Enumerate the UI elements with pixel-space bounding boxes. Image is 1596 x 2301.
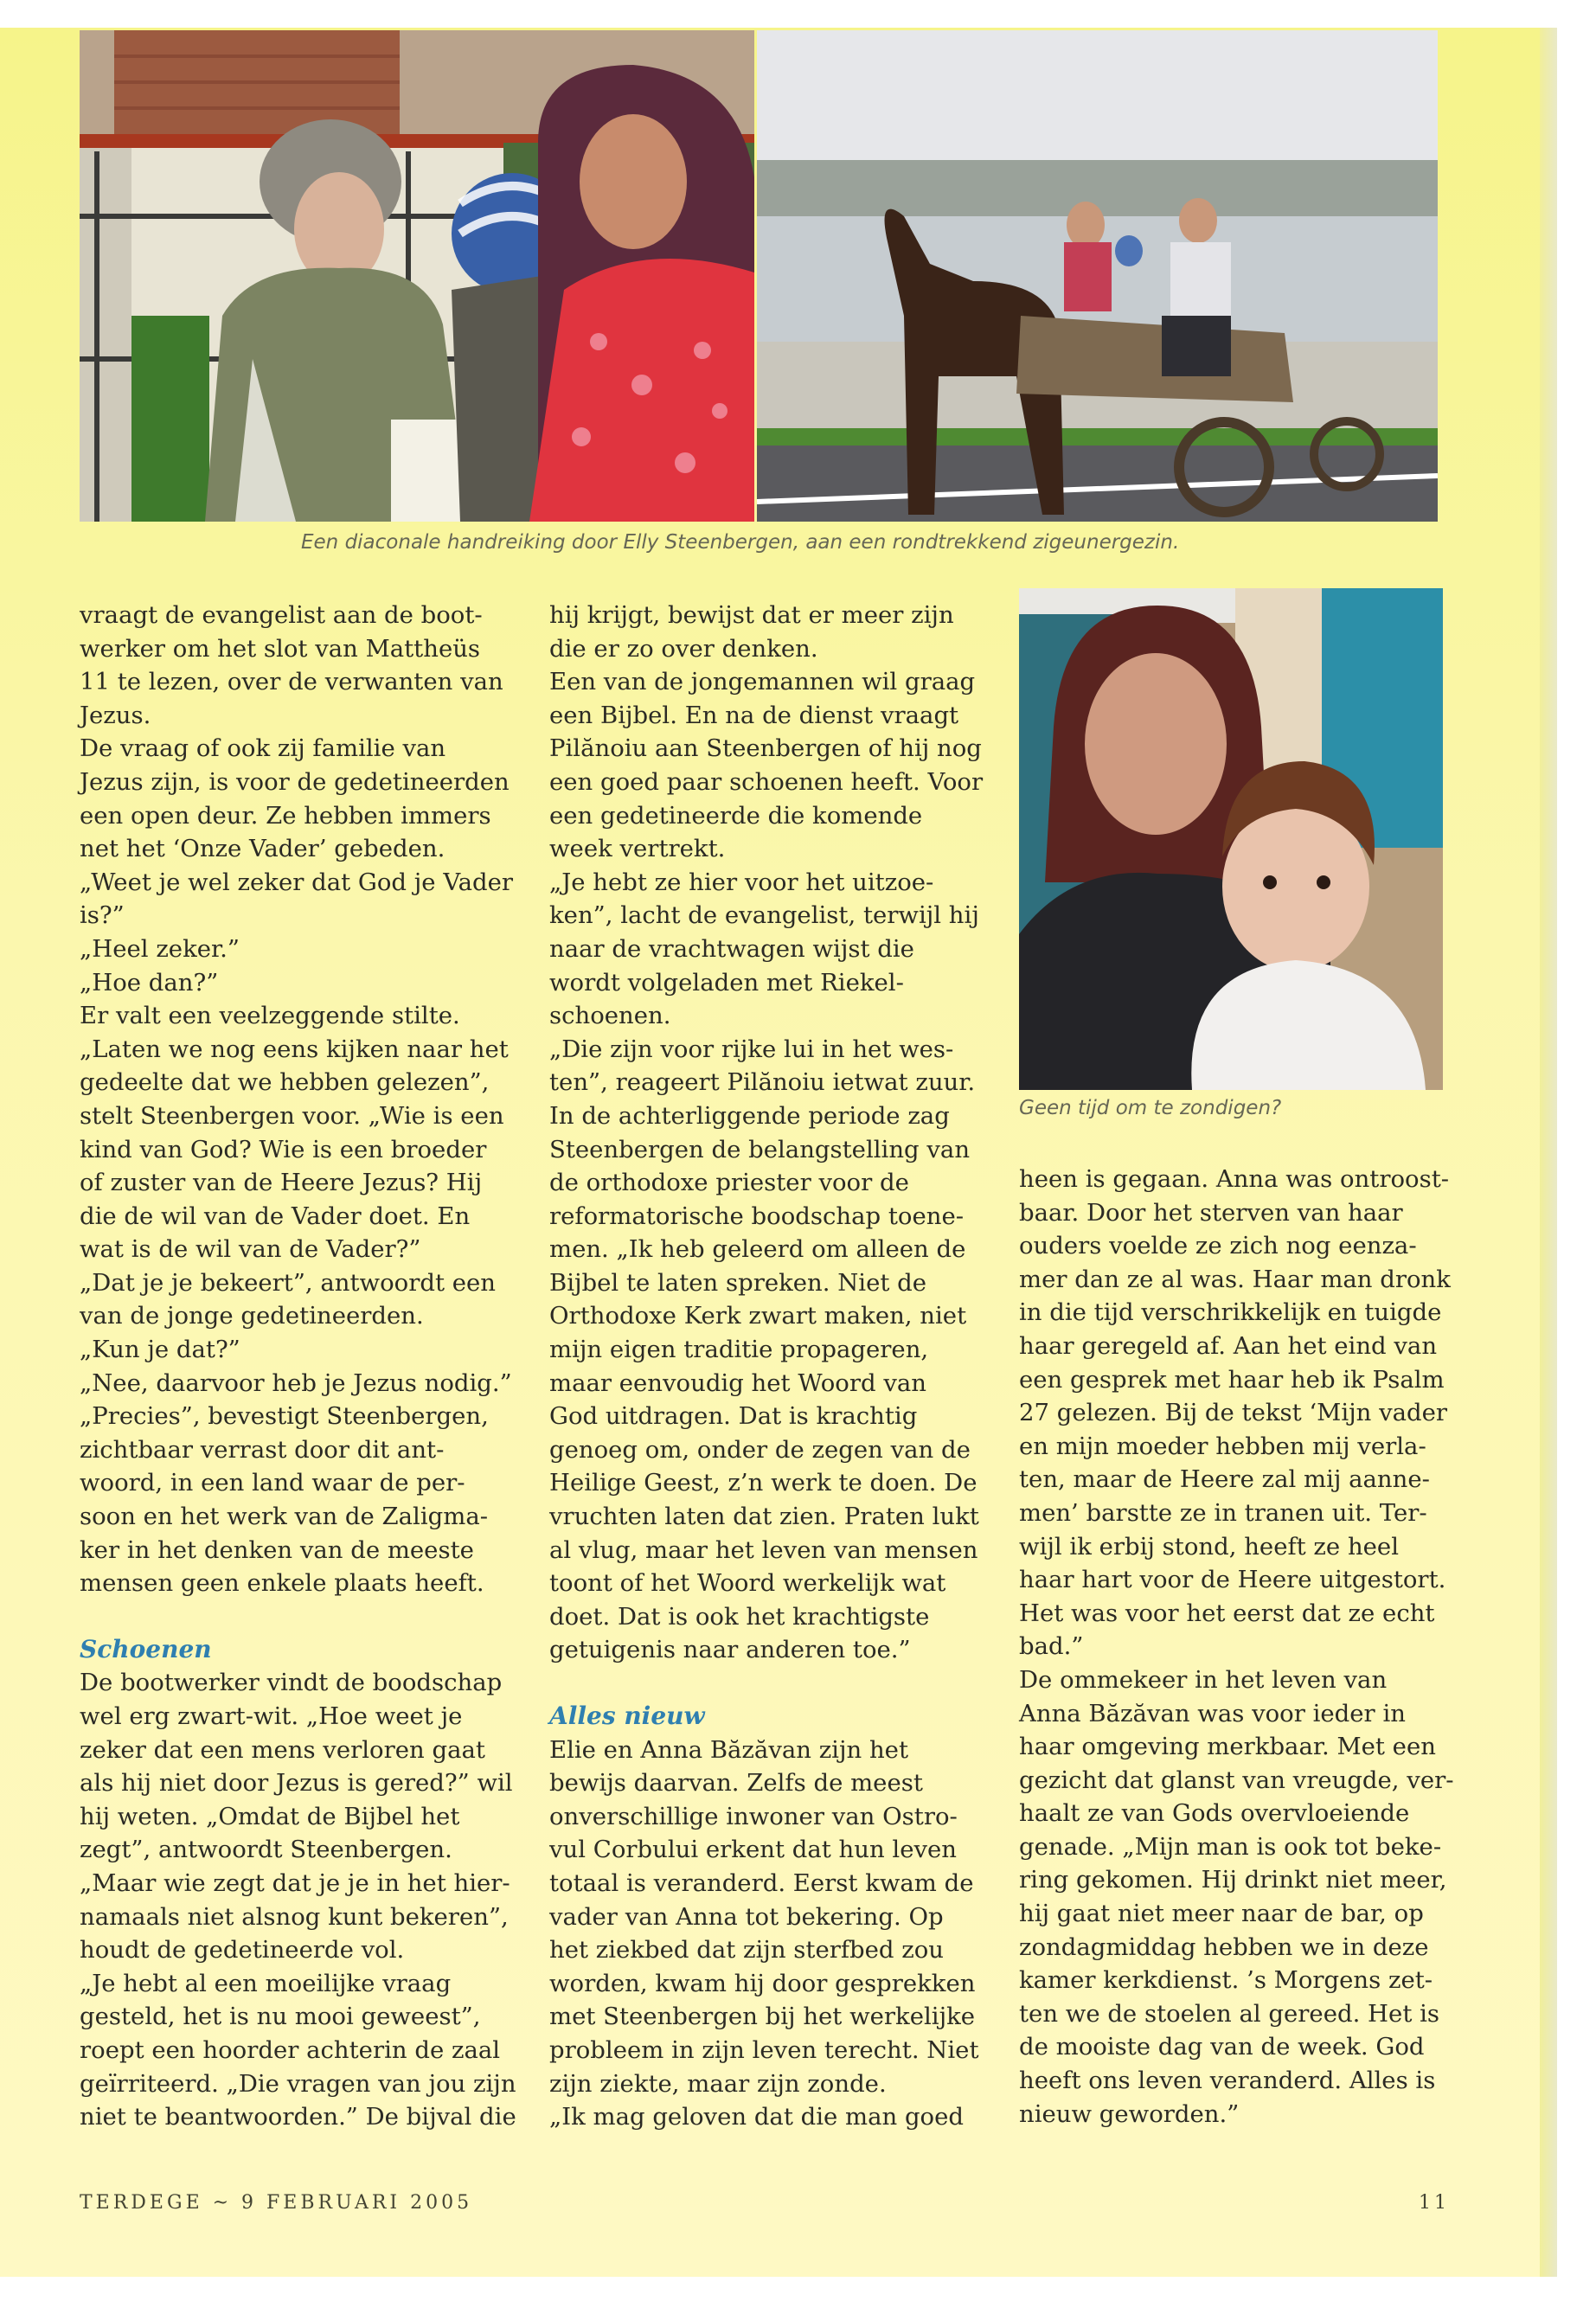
text-line: de mooiste dag van de week. God [1019,2033,1425,2061]
text-line: getuigenis naar anderen toe.” [549,1636,911,1664]
text-line: Een van de jongemannen wil graag [549,668,976,696]
spacer [80,1600,521,1633]
text-line: en mijn moeder hebben mij verla- [1019,1432,1426,1460]
text-line: vraagt de evangelist aan de boot- [80,601,483,629]
text-line: haar omgeving merkbaar. Met een [1019,1733,1436,1761]
text-line: „Je hebt ze hier voor het uitzoe- [549,868,934,896]
text-line: Bijbel te laten spreken. Niet de [549,1268,927,1297]
text-line: al vlug, maar het leven van mensen [549,1535,978,1564]
text-line: „Hoe dan?” [80,968,219,997]
text-line: De vraag of ook zij familie van [80,734,446,763]
text-line: De ommekeer in het leven van [1019,1665,1388,1694]
text-line: soon en het werk van de Zaligma- [80,1503,489,1531]
text-line: ring gekomen. Hij drinkt niet meer, [1019,1866,1447,1894]
text-line: bad.” [1019,1632,1084,1661]
text-line: naar de vrachtwagen wijst die [549,934,914,963]
text-line: God uitdragen. Dat is krachtig [549,1402,918,1431]
photo-top-right [757,30,1438,522]
text-line: Het was voor het eerst dat ze echt [1019,1599,1435,1627]
text-line: „Laten we nog eens kijken naar het [80,1035,509,1063]
photo-caption-portrait: Geen tijd om te zondigen? [1019,1097,1282,1119]
text-line: als hij niet door Jezus is gered?” wil [80,1769,513,1798]
text-line: mensen geen enkele plaats heeft. [80,1569,484,1598]
text-line: Jezus zijn, is voor de gedetineerden [80,767,510,796]
text-line: hij gaat niet meer naar de bar, op [1019,1900,1424,1928]
text-line: „Heel zeker.” [80,934,240,963]
text-line: namaals niet alsnog kunt bekeren”, [80,1902,509,1931]
text-line: heen is gegaan. Anna was ontroost- [1019,1165,1450,1193]
text-line: ten, maar de Heere zal mij aanne- [1019,1465,1430,1494]
text-line: of zuster van de Heere Jezus? Hij [80,1169,483,1197]
text-line: Jezus. [80,701,151,729]
text-line: ken”, lacht de evangelist, terwijl hij [549,901,979,930]
text-line: Elie en Anna Băzăvan zijn het [549,1735,908,1764]
text-line: totaal is veranderd. Eerst kwam de [549,1868,974,1897]
text-line: geïrriteerd. „Die vragen van jou zijn [80,2069,516,2098]
text-line: woord, in een land waar de per- [80,1469,465,1497]
text-line: die de wil van de Vader doet. En [80,1202,471,1230]
text-line: vader van Anna tot bekering. Op [549,1902,944,1931]
text-line: nieuw geworden.” [1019,2099,1240,2128]
text-line: bewijs daarvan. Zelfs de meest [549,1769,923,1798]
text-line: houdt de gedetineerde vol. [80,1936,405,1965]
text-line: mer dan ze al was. Haar man dronk [1019,1265,1451,1293]
text-line: net het ‘Onze Vader’ gebeden. [80,835,445,863]
text-line: roept een hoorder achterin de zaal [80,2035,501,2064]
text-line: kind van God? Wie is een broeder [80,1135,487,1163]
text-line: „Je hebt al een moeilijke vraag [80,1969,452,1997]
text-line: „Ik mag geloven dat die man goed [549,2103,964,2131]
text-line: gezicht dat glanst van vreugde, ver- [1019,1766,1454,1794]
text-line: doet. Dat is ook het krachtigste [549,1602,930,1631]
col1-paragraph-2 [80,732,521,1599]
text-line: Anna Băzăvan was voor ieder in [1019,1699,1406,1727]
text-line: vul Corbului erkent dat hun leven [549,1836,958,1864]
text-line: een open deur. Ze hebben immers [80,801,491,830]
text-line: een gedetineerde die komende [549,801,923,830]
text-line: ker in het denken van de meeste [80,1535,474,1564]
text-line: hij weten. „Omdat de Bijbel het [80,1802,460,1830]
page-edge [1540,28,1557,2277]
text-line: de orthodoxe priester voor de [549,1169,909,1197]
text-line: „Weet je wel zeker dat God je Vader [80,868,514,896]
text-line: 11 te lezen, over de verwanten van [80,668,503,696]
text-line: wat is de wil van de Vader?” [80,1235,421,1264]
text-line: onverschillige inwoner van Ostro- [549,1802,958,1830]
text-column-2 [549,599,999,2134]
text-line: werker om het slot van Mattheüs [80,634,481,663]
text-line: zeker dat een mens verloren gaat [80,1735,485,1764]
photo-portrait [1019,588,1443,1090]
text-line: Pilănoiu aan Steenbergen of hij nog [549,734,982,763]
text-line: genade. „Mijn man is ook tot beke- [1019,1832,1442,1861]
text-line: stelt Steenbergen voor. „Wie is een [80,1101,504,1130]
text-line: die er zo over denken. [549,634,818,663]
text-line: men’ barstte ze in tranen uit. Ter- [1019,1498,1427,1527]
col3-paragraph-2 [1019,1663,1469,2131]
text-line: „Nee, daarvoor heb je Jezus nodig.” [80,1368,512,1397]
text-line: reformatorische boodschap toene- [549,1202,965,1230]
text-line: zegt”, antwoordt Steenbergen. [80,1836,452,1864]
elderly-woman-with-roma-woman-and-child-photo [80,30,754,522]
text-line: een gesprek met haar heb ik Psalm [1019,1365,1445,1394]
text-line: gedeelte dat we hebben gelezen”, [80,1068,490,1097]
text-line: worden, kwam hij door gesprekken [549,1969,976,1997]
text-line: met Steenbergen bij het werkelijke [549,2003,976,2031]
col1-paragraph-1 [80,599,521,732]
text-line: ten we de stoelen al gereed. Het is [1019,1999,1440,2028]
text-line: ouders voelde ze zich nog eenza- [1019,1232,1417,1260]
text-line: wordt volgeladen met Riekel- [549,968,904,997]
spacer [549,1667,999,1700]
text-line: vruchten laten dat zien. Praten lukt [549,1503,979,1531]
text-line: ten”, reageert Pilănoiu ietwat zuur. [549,1068,976,1097]
text-line: haar hart voor de Heere uitgestort. [1019,1566,1446,1594]
horse-and-cart-family-photo [757,30,1438,522]
text-column-1 [80,599,521,2134]
footer-page-number: 11 [1419,2192,1450,2214]
text-line: men. „Ik heb geleerd om alleen de [549,1235,966,1264]
text-line: mijn eigen traditie propageren, [549,1336,929,1364]
text-line: kamer kerkdienst. ’s Morgens zet- [1019,1966,1433,1995]
text-line: zondagmiddag hebben we in deze [1019,1932,1429,1961]
text-line: Orthodoxe Kerk zwart maken, niet [549,1302,967,1330]
text-line: wijl ik erbij stond, heeft ze heel [1019,1532,1399,1561]
text-line: niet te beantwoorden.” De bijval die [80,2103,516,2131]
col2-paragraph-2 [549,1734,999,2134]
text-line: in die tijd verschrikkelijk en tuigde [1019,1298,1442,1327]
text-column-3 [1019,1163,1469,2131]
text-line: „Maar wie zegt dat je je in het hier- [80,1868,510,1897]
text-line: Steenbergen de belangstelling van [549,1135,971,1163]
text-line: gesteld, het is nu mooi geweest”, [80,2003,481,2031]
text-line: In de achterliggende periode zag [549,1101,950,1130]
text-line: week vertrekt. [549,835,726,863]
section-heading-schoenen: Schoenen [80,1634,212,1663]
text-line: een goed paar schoenen heeft. Voor [549,767,984,796]
text-line: haalt ze van Gods overvloeiende [1019,1799,1410,1828]
text-line: toont of het Woord werkelijk wat [549,1569,946,1598]
text-line: wel erg zwart-wit. „Hoe weet je [80,1702,463,1730]
text-line: Er valt een veelzeggende stilte. [80,1002,460,1030]
text-line: genoeg om, onder de zegen van de [549,1435,971,1464]
col2-paragraph-1 [549,599,999,1667]
text-line: baar. Door het sterven van haar [1019,1198,1403,1227]
text-line: het ziekbed dat zijn sterfbed zou [549,1936,945,1965]
text-line: „Kun je dat?” [80,1336,240,1364]
text-line: een Bijbel. En na de dienst vraagt [549,701,959,729]
text-line: zichtbaar verrast door dit ant- [80,1435,445,1464]
text-line: maar eenvoudig het Woord van [549,1368,926,1397]
text-line: haar geregeld af. Aan het eind van [1019,1331,1438,1360]
text-line: probleem in zijn leven terecht. Niet [549,2035,979,2064]
text-line: „Dat je je bekeert”, antwoordt een [80,1268,497,1297]
text-line: „Die zijn voor rijke lui in het wes- [549,1035,954,1063]
col3-paragraph-1 [1019,1163,1469,1663]
text-line: Heilige Geest, z’n werk te doen. De [549,1469,977,1497]
text-line: heeft ons leven veranderd. Alles is [1019,2067,1436,2095]
text-line: is?” [80,901,125,930]
text-line: schoenen. [549,1002,671,1030]
text-line: De bootwerker vindt de boodschap [80,1669,503,1697]
footer-publication-date: TERDEGE ~ 9 FEBRUARI 2005 [80,2192,473,2214]
text-line: „Precies”, bevestigt Steenbergen, [80,1402,489,1431]
col1-paragraph-3 [80,1666,521,2133]
photo-top-left [80,30,754,522]
section-heading-alles-nieuw: Alles nieuw [549,1702,705,1730]
text-line: hij krijgt, bewijst dat er meer zijn [549,601,954,629]
photo-caption-top: Een diaconale handreiking door Elly Steenbergen, aan een rondtrekkend zigeunergezin. [301,531,1180,554]
text-line: 27 gelezen. Bij de tekst ‘Mijn vader [1019,1399,1448,1427]
mother-and-child-portrait-photo [1019,588,1443,1090]
text-line: zijn ziekte, maar zijn zonde. [549,2069,887,2098]
text-line: van de jonge gedetineerden. [80,1302,424,1330]
